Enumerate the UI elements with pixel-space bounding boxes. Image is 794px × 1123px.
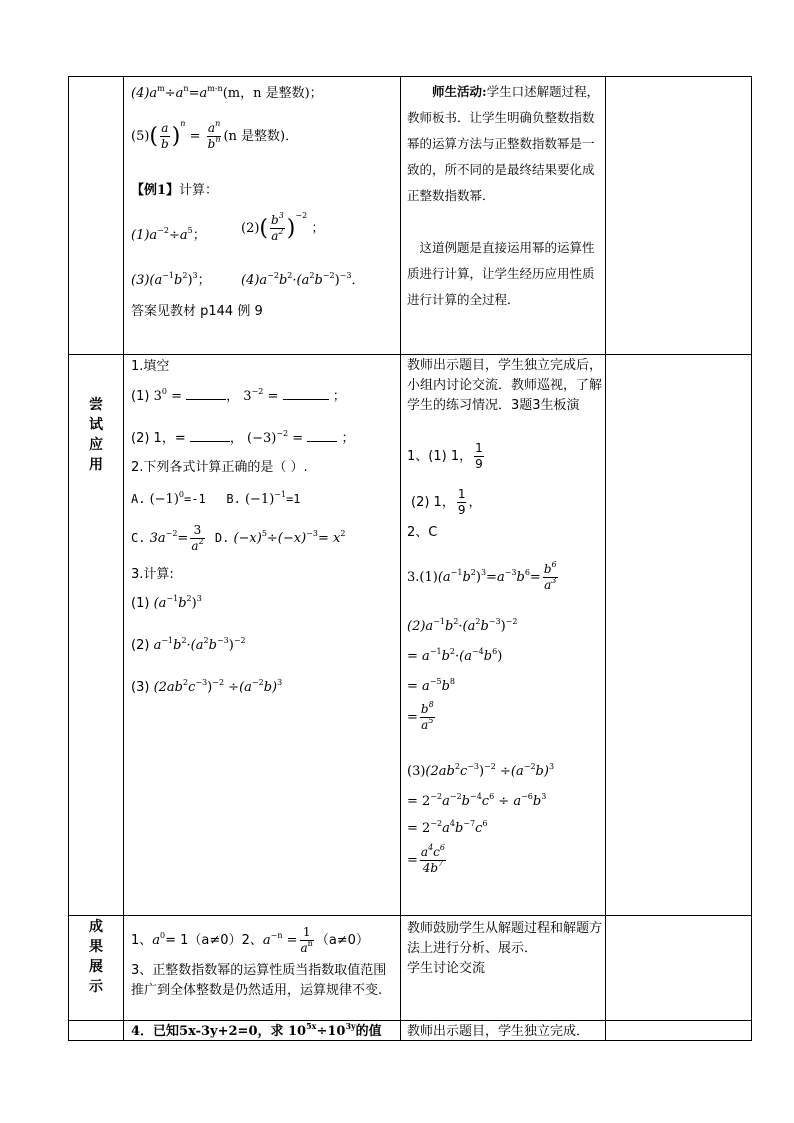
question-3b: (2) $a^{-1}b^2\cdot(a^2b^{-3})^{-2}$ xyxy=(131,636,246,653)
question-3-title: 3.计算: xyxy=(131,567,174,582)
showcase-teacher-text: 教师鼓励学生从解题过程和解题方法上进行分析、展示． 学生讨论交流 xyxy=(407,921,603,976)
answer-1-1: 1、(1) 1， $\frac{1}{9}$ xyxy=(407,441,483,471)
answer-2: 2、C xyxy=(407,525,438,540)
solution-3-1: $3.(1)(a^{-1}b^2)^3=a^{-3}b^6=$ $\frac{b^6}{a^3}$ xyxy=(407,560,557,592)
answer-1-2: (2) 1， $\frac{1}{9}$ ， xyxy=(411,487,482,517)
question-1a: (1) $3^0$ = ， $3^{-2}$ = ； xyxy=(131,387,346,404)
example-part-1: $(1)a^{-2}\div a^5$； xyxy=(131,226,206,243)
question-3c: (3) $(2ab^2c^{-3})^{-2} \div(a^{-2}b)^3$ xyxy=(131,678,283,695)
answer-reference: 答案见教材 p144 例 9 xyxy=(131,304,263,319)
solution-3-2-line2: = $a^{-1}b^2\cdot(a^{-4}b^6)$ xyxy=(407,647,503,664)
teacher-note-text: 这道例题是直接运用幂的运算性质进行计算，让学生经历应用性质进行计算的全过程． xyxy=(407,240,595,307)
section-label-showcase: 成 果 展 示 xyxy=(89,919,103,995)
row-divider xyxy=(69,1020,751,1021)
question-2-options-cd: C. $3a^{-2}=$ $\frac{3}{a^2}$ D. $(-x)^5\div(-x)^{-3}= x^2$ xyxy=(131,523,346,553)
summary-rules-1-2: 1、$a^0= 1(a\ne 0)2$、$a^{-n}$ = $\frac{1}{a^n}$ （a≠0） xyxy=(131,925,369,955)
row-divider xyxy=(69,915,751,916)
lesson-table xyxy=(68,76,752,1041)
rule-4: $(4)a^m\div a^n=a^{m-n}(m$，n 是整数)； xyxy=(131,84,323,101)
rule-5: (5)( $\frac{a}{b}$ )$^n$ = $\frac{a^n}{b^n}$ (n 是整数)． xyxy=(131,119,299,151)
example-part-4: $(4)a^{-2}b^2\cdot(a^2b^{-2})^{-3}$． xyxy=(241,271,365,288)
solution-3-3-line4: = $\frac{a^4c^6}{4b^7}$ xyxy=(407,843,445,875)
question-2-options-ab: A. $(-1)^0=-1$ B. $(-1)^{-1}=1$ xyxy=(131,490,301,507)
example-part-2: (2)( $\frac{b^3}{a^2}$ )$^{-2}$ ； xyxy=(241,211,325,243)
solution-3-3-line2: = $2^{-2}a^{-2}b^{-4}c^6 \div a^{-6}b^3$ xyxy=(407,792,547,809)
column-divider xyxy=(400,77,401,1040)
row-divider xyxy=(69,354,751,355)
column-divider xyxy=(123,77,124,1040)
teacher-activity-text: 师生活动:学生口述解题过程，教师板书．让学生明确负整数指数幂的运算方法与正整数指数幂是一致的，所不同的是最终结果要化成正整数指数幂． xyxy=(407,84,600,203)
question-4: 4．已知5x-3y+2=0，求 $10^{5x}\div 10^{3y}$的值 xyxy=(131,1021,382,1039)
question-3a: (1) $(a^{-1}b^2)^3$ xyxy=(131,594,202,611)
solution-3-2-line4: = $\frac{b^8}{a^5}$ xyxy=(407,700,434,732)
section-label-try: 尝 试 应 用 xyxy=(89,397,103,473)
solution-3-3-line3: = $2^{-2}a^4b^{-7}c^6$ xyxy=(407,819,488,836)
summary-rule-3: 3、正整数指数幂的运算性质当指数取值范围推广到全体整数是仍然适用，运算规律不变. xyxy=(131,963,387,998)
example-part-3: $(3)(a^{-1}b^2)^3$； xyxy=(131,271,211,288)
question-2-title: 2.下列各式计算正确的是（ ）. xyxy=(131,460,308,475)
question-4-teacher-text: 教师出示题目，学生独立完成． xyxy=(407,1024,590,1039)
question-1b: (2) 1，= ， $(-3)^{-2}$ = ； xyxy=(131,429,355,446)
example-1-heading: 【例1】计算： xyxy=(131,183,219,198)
solution-3-3-line1: $(3)(2ab^2c^{-3})^{-2} \div(a^{-2}b)^3$ xyxy=(407,762,555,779)
solution-3-2-line3: = $a^{-5}b^8$ xyxy=(407,677,455,694)
solution-3-2-line1: $(2)a^{-1}b^2\cdot(a^2b^{-3})^{-2}$ xyxy=(407,617,518,634)
practice-intro: 教师出示题目，学生独立完成后，小组内讨论交流．教师巡视，了解学生的练习情况．3题3生板演 xyxy=(407,358,603,413)
column-divider xyxy=(605,77,606,1040)
question-1-title: 1.填空 xyxy=(131,359,170,374)
